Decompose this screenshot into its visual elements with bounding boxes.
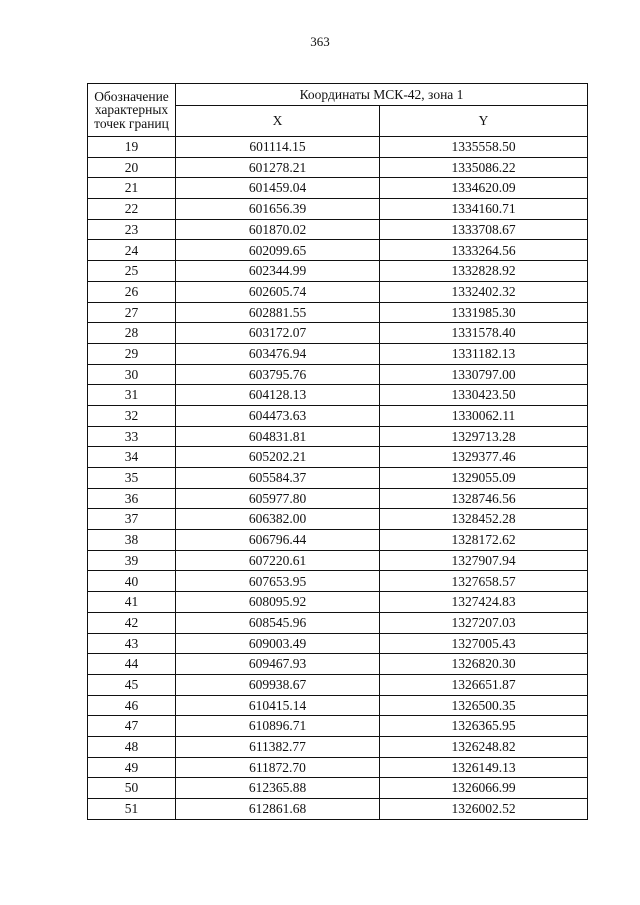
- x-coordinate-cell: 605977.80: [176, 488, 380, 509]
- y-coordinate-cell: 1327207.03: [380, 612, 588, 633]
- x-coordinate-cell: 605202.21: [176, 447, 380, 468]
- y-coordinate-cell: 1331578.40: [380, 323, 588, 344]
- table-row: [88, 799, 588, 820]
- point-cell: 30: [88, 364, 176, 385]
- table-row: [88, 137, 588, 158]
- x-coordinate-cell: 603172.07: [176, 323, 380, 344]
- point-cell: 28: [88, 323, 176, 344]
- y-coordinate-cell: 1329713.28: [380, 426, 588, 447]
- table-row: [88, 343, 588, 364]
- point-cell: 27: [88, 302, 176, 323]
- y-coordinate-cell: 1326500.35: [380, 695, 588, 716]
- x-coordinate-cell: 604473.63: [176, 405, 380, 426]
- table-row: [88, 261, 588, 282]
- y-coordinate-cell: 1328452.28: [380, 509, 588, 530]
- table-row: [88, 695, 588, 716]
- point-cell: 25: [88, 261, 176, 282]
- point-cell: 35: [88, 468, 176, 489]
- x-coordinate-cell: 611382.77: [176, 736, 380, 757]
- point-cell: 38: [88, 530, 176, 551]
- point-cell: 21: [88, 178, 176, 199]
- point-cell: 19: [88, 137, 176, 158]
- point-cell: 50: [88, 778, 176, 799]
- x-column-header: X: [176, 106, 380, 137]
- x-coordinate-cell: 610415.14: [176, 695, 380, 716]
- y-coordinate-cell: 1335558.50: [380, 137, 588, 158]
- point-cell: 51: [88, 799, 176, 820]
- x-coordinate-cell: 609467.93: [176, 654, 380, 675]
- y-column-header: Y: [380, 106, 588, 137]
- x-coordinate-cell: 607220.61: [176, 550, 380, 571]
- y-coordinate-cell: 1326651.87: [380, 674, 588, 695]
- x-coordinate-cell: 603476.94: [176, 343, 380, 364]
- point-cell: 45: [88, 674, 176, 695]
- table-row: [88, 323, 588, 344]
- table-row: [88, 716, 588, 737]
- x-coordinate-cell: 601278.21: [176, 157, 380, 178]
- point-cell: 24: [88, 240, 176, 261]
- x-coordinate-cell: 606382.00: [176, 509, 380, 530]
- x-coordinate-cell: 601656.39: [176, 199, 380, 220]
- table-row: [88, 219, 588, 240]
- table-row: [88, 199, 588, 220]
- y-coordinate-cell: 1329055.09: [380, 468, 588, 489]
- y-coordinate-cell: 1333708.67: [380, 219, 588, 240]
- point-cell: 47: [88, 716, 176, 737]
- y-coordinate-cell: 1330423.50: [380, 385, 588, 406]
- x-coordinate-cell: 612365.88: [176, 778, 380, 799]
- point-cell: 32: [88, 405, 176, 426]
- point-cell: 43: [88, 633, 176, 654]
- table-row: [88, 178, 588, 199]
- table-row: [88, 302, 588, 323]
- x-coordinate-cell: 601459.04: [176, 178, 380, 199]
- y-coordinate-cell: 1334620.09: [380, 178, 588, 199]
- x-coordinate-cell: 604831.81: [176, 426, 380, 447]
- y-coordinate-cell: 1334160.71: [380, 199, 588, 220]
- y-coordinate-cell: 1327424.83: [380, 592, 588, 613]
- x-coordinate-cell: 610896.71: [176, 716, 380, 737]
- table-row: [88, 364, 588, 385]
- table-row: [88, 571, 588, 592]
- point-cell: 29: [88, 343, 176, 364]
- table-row: [88, 426, 588, 447]
- table-row: [88, 157, 588, 178]
- x-coordinate-cell: 608095.92: [176, 592, 380, 613]
- x-coordinate-cell: 602881.55: [176, 302, 380, 323]
- y-coordinate-cell: 1329377.46: [380, 447, 588, 468]
- point-cell: 20: [88, 157, 176, 178]
- x-coordinate-cell: 601870.02: [176, 219, 380, 240]
- table-body: [88, 137, 588, 820]
- y-coordinate-cell: 1335086.22: [380, 157, 588, 178]
- point-cell: 36: [88, 488, 176, 509]
- table-row: [88, 654, 588, 675]
- point-cell: 41: [88, 592, 176, 613]
- point-cell: 23: [88, 219, 176, 240]
- y-coordinate-cell: 1328172.62: [380, 530, 588, 551]
- coordinates-table: [87, 83, 588, 820]
- point-cell: 31: [88, 385, 176, 406]
- y-coordinate-cell: 1330797.00: [380, 364, 588, 385]
- y-coordinate-cell: 1326248.82: [380, 736, 588, 757]
- table-row: [88, 550, 588, 571]
- point-cell: 46: [88, 695, 176, 716]
- point-cell: 39: [88, 550, 176, 571]
- y-coordinate-cell: 1327005.43: [380, 633, 588, 654]
- x-coordinate-cell: 608545.96: [176, 612, 380, 633]
- point-cell: 37: [88, 509, 176, 530]
- y-coordinate-cell: 1332402.32: [380, 281, 588, 302]
- y-coordinate-cell: 1328746.56: [380, 488, 588, 509]
- page-number: 363: [310, 34, 330, 49]
- point-cell: 34: [88, 447, 176, 468]
- table-row: [88, 633, 588, 654]
- y-coordinate-cell: 1326002.52: [380, 799, 588, 820]
- point-cell: 48: [88, 736, 176, 757]
- x-coordinate-cell: 602099.65: [176, 240, 380, 261]
- x-coordinate-cell: 609003.49: [176, 633, 380, 654]
- point-cell: 44: [88, 654, 176, 675]
- coordinate-system-header: Координаты МСК-42, зона 1: [176, 84, 588, 106]
- point-cell: 49: [88, 757, 176, 778]
- y-coordinate-cell: 1326365.95: [380, 716, 588, 737]
- table-row: [88, 592, 588, 613]
- table-row: [88, 240, 588, 261]
- y-coordinate-cell: 1326066.99: [380, 778, 588, 799]
- y-coordinate-cell: 1332828.92: [380, 261, 588, 282]
- x-coordinate-cell: 602344.99: [176, 261, 380, 282]
- x-coordinate-cell: 602605.74: [176, 281, 380, 302]
- table-row: [88, 509, 588, 530]
- x-coordinate-cell: 611872.70: [176, 757, 380, 778]
- y-coordinate-cell: 1330062.11: [380, 405, 588, 426]
- table-row: [88, 757, 588, 778]
- point-designation-header: Обозначение характерных точек границ: [88, 84, 176, 137]
- x-coordinate-cell: 605584.37: [176, 468, 380, 489]
- point-cell: 26: [88, 281, 176, 302]
- y-coordinate-cell: 1326820.30: [380, 654, 588, 675]
- point-cell: 22: [88, 199, 176, 220]
- table-row: [88, 385, 588, 406]
- table-row: [88, 468, 588, 489]
- y-coordinate-cell: 1327907.94: [380, 550, 588, 571]
- x-coordinate-cell: 601114.15: [176, 137, 380, 158]
- y-coordinate-cell: 1326149.13: [380, 757, 588, 778]
- x-coordinate-cell: 607653.95: [176, 571, 380, 592]
- point-cell: 33: [88, 426, 176, 447]
- y-coordinate-cell: 1327658.57: [380, 571, 588, 592]
- table-row: [88, 612, 588, 633]
- x-coordinate-cell: 612861.68: [176, 799, 380, 820]
- table-row: [88, 488, 588, 509]
- y-coordinate-cell: 1331985.30: [380, 302, 588, 323]
- table-row: [88, 281, 588, 302]
- table-row: [88, 530, 588, 551]
- table-row: [88, 447, 588, 468]
- table-row: [88, 778, 588, 799]
- x-coordinate-cell: 603795.76: [176, 364, 380, 385]
- x-coordinate-cell: 609938.67: [176, 674, 380, 695]
- x-coordinate-cell: 606796.44: [176, 530, 380, 551]
- point-cell: 42: [88, 612, 176, 633]
- y-coordinate-cell: 1331182.13: [380, 343, 588, 364]
- x-coordinate-cell: 604128.13: [176, 385, 380, 406]
- table-row: [88, 674, 588, 695]
- table-row: [88, 736, 588, 757]
- table-row: [88, 405, 588, 426]
- point-cell: 40: [88, 571, 176, 592]
- y-coordinate-cell: 1333264.56: [380, 240, 588, 261]
